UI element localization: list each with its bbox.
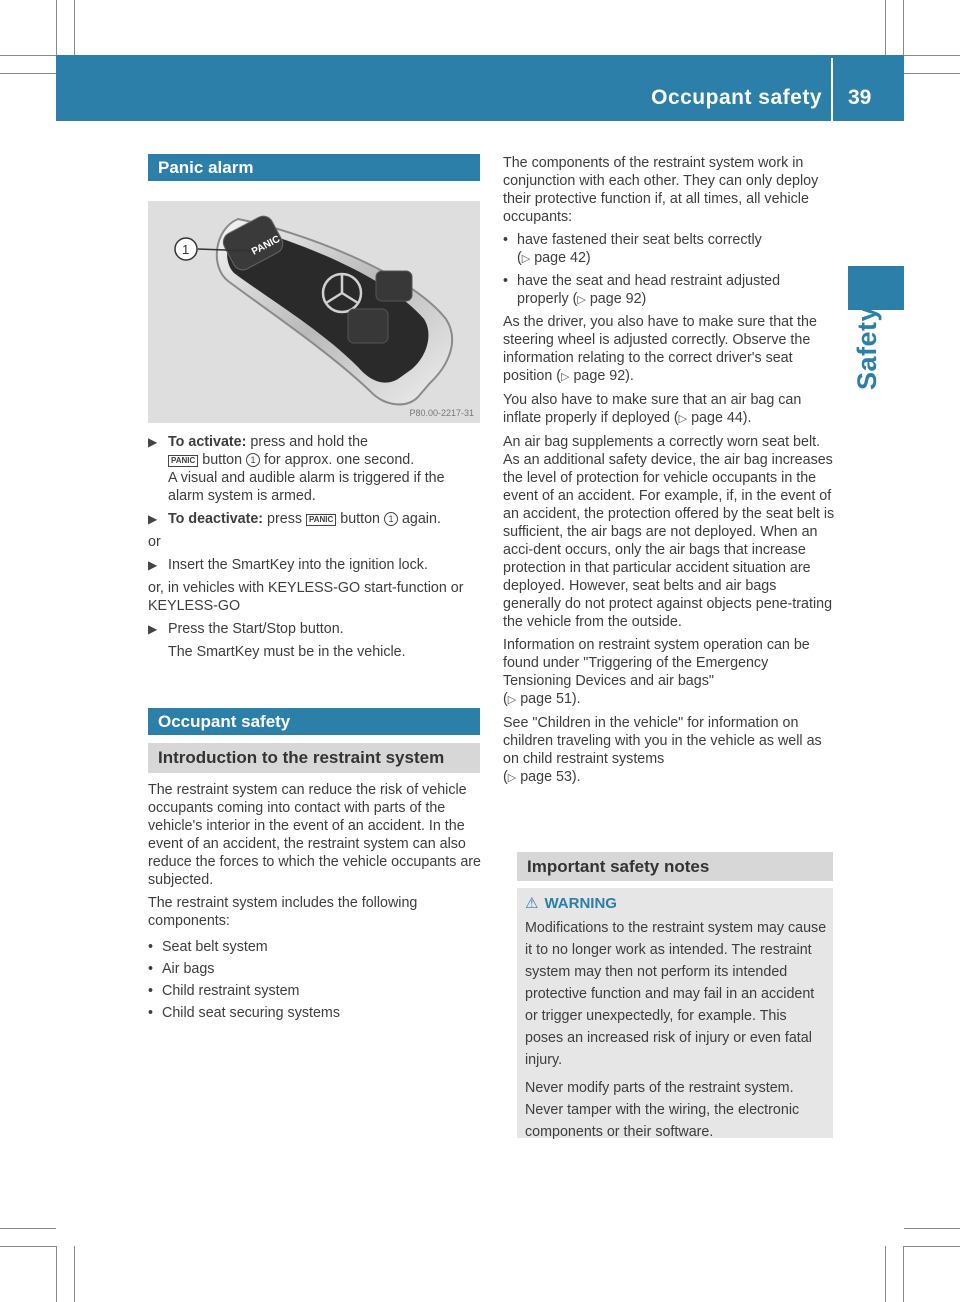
crop-mark: [903, 0, 904, 56]
warning-paragraph: Modifications to the restraint system may cause it to no longer work as intended. The restraint system may then not perform its intended protective function and may fail in an accident or trigger unexpectedly, for example. This poses an increased risk of injury or even fatal injury.: [525, 920, 827, 1068]
page-ref-icon: ▷: [577, 294, 586, 306]
crop-mark: [904, 1228, 960, 1229]
intro-section: [148, 781, 482, 1026]
occupant-safety-heading-text: Occupant safety: [158, 712, 291, 731]
warning-triangle-icon: ⚠: [525, 895, 539, 912]
left-column-steps: [148, 433, 480, 666]
step-activate: [148, 433, 480, 505]
side-tab-block: [848, 266, 904, 310]
crop-mark: [0, 1246, 56, 1247]
page-title: Occupant safety: [651, 86, 822, 109]
page-ref[interactable]: page 92: [589, 291, 642, 307]
crop-mark: [885, 1246, 886, 1302]
smartkey-figure: [148, 201, 480, 423]
page-ref[interactable]: page 42: [534, 250, 586, 266]
important-safety-heading-text: Important safety notes: [527, 857, 710, 876]
list-item: • have the seat and head restraint adjusted properly (▷ page 92): [503, 273, 781, 307]
intro-paragraph: The restraint system can reduce the risk of vehicle occupants coming into contact with parts of the vehicle's interior in the event of an accident. In the event of an accident, the restraint system can also reduce the forces to which the vehicle occupants are subjected.: [148, 782, 481, 888]
paragraph: As the driver, you also have to make sure that the steering wheel is adjusted correctly. Observe the information relating to the correct driver's seat position (▷ page 92).: [503, 314, 817, 384]
panic-button-label: PANIC: [249, 233, 282, 258]
crop-mark: [56, 1246, 57, 1302]
paragraph: See "Children in the vehicle" for information on children traveling with you in the vehicle as well as on child restraint systems (▷ page 53).: [503, 715, 822, 785]
page-ref-icon: ▷: [507, 772, 517, 784]
right-column: [503, 154, 835, 792]
warning-body: [525, 917, 827, 1143]
page-ref[interactable]: page 92: [573, 368, 626, 384]
intro-paragraph: The restraint system includes the following components:: [148, 895, 418, 929]
step-deactivate: [148, 510, 480, 528]
step-text: Press the Start/Stop button.: [168, 621, 344, 637]
unlock-button: [376, 271, 412, 301]
paragraph: Information on restraint system operation can be found under "Triggering of the Emergency Tensioning Devices and air bags" (▷ page 51).: [503, 637, 810, 707]
page-ref[interactable]: page 53: [520, 769, 572, 785]
important-safety-heading: [517, 852, 833, 881]
panic-key-icon: PANIC: [306, 514, 336, 526]
warning-header: [525, 894, 617, 912]
step-text: again.: [397, 511, 441, 527]
warning-box: [517, 888, 833, 1138]
step-arrow-icon: ▶: [148, 512, 158, 526]
crop-mark: [903, 1246, 904, 1302]
callout-1-icon: 1: [246, 453, 260, 467]
step-label: To activate:: [168, 434, 247, 450]
occupant-safety-heading: [148, 708, 480, 735]
crop-mark: [904, 73, 960, 74]
panic-alarm-heading-text: Panic alarm: [158, 158, 254, 177]
page-number: 39: [848, 86, 872, 109]
step-result: The SmartKey must be in the vehicle.: [168, 644, 406, 660]
step-text: press and hold the: [246, 434, 368, 450]
figure-caption: P80.00-2217-31: [409, 408, 474, 418]
crop-mark: [74, 1246, 75, 1302]
callout-number: 1: [182, 242, 190, 257]
panic-key-icon: PANIC: [168, 455, 198, 467]
step-start-stop: [148, 620, 480, 661]
step-insert-key: [148, 556, 480, 574]
list-item: • have fastened their seat belts correctly (▷ page 42): [503, 232, 762, 266]
crop-mark: [904, 1246, 960, 1247]
crop-mark: [0, 55, 56, 56]
intro-heading: [148, 743, 480, 773]
step-arrow-icon: ▶: [148, 622, 158, 636]
warning-paragraph: Never modify parts of the restraint system. Never tamper with the wiring, the electronic components or their software.: [525, 1080, 800, 1140]
paragraph: You also have to make sure that an air bag can inflate properly if deployed (▷ page 44).: [503, 392, 802, 426]
step-result: A visual and audible alarm is triggered if the alarm system is armed.: [168, 470, 445, 504]
or-text: or: [148, 534, 161, 550]
page-ref[interactable]: page 51: [520, 691, 572, 707]
keyless-text: or, in vehicles with KEYLESS-GO start-function or KEYLESS-GO: [148, 580, 464, 614]
crop-mark: [56, 0, 57, 56]
crop-mark: [904, 55, 960, 56]
step-text: button: [336, 511, 384, 527]
header-divider: [831, 58, 833, 121]
step-text: Insert the SmartKey into the ignition lock.: [168, 557, 428, 573]
intro-heading-text: Introduction to the restraint system: [158, 748, 445, 767]
crop-mark: [0, 73, 56, 74]
list-item: • Child restraint system: [148, 983, 300, 999]
paragraph: The components of the restraint system work in conjunction with each other. They can only deploy their protective function if, at all times, all vehicle occupants:: [503, 155, 819, 225]
smartkey-illustration: [148, 201, 480, 423]
step-text: button: [198, 452, 246, 468]
side-tab-label: Safety: [852, 305, 882, 390]
list-item: • Air bags: [148, 961, 215, 977]
page-ref-icon: ▷: [678, 413, 688, 425]
crop-mark: [0, 1228, 56, 1229]
step-label: To deactivate:: [168, 511, 264, 527]
page-ref[interactable]: page 44: [691, 410, 743, 426]
page-ref-icon: ▷: [507, 694, 517, 706]
page-ref-icon: ▷: [521, 253, 531, 265]
step-text: press: [263, 511, 306, 527]
step-arrow-icon: ▶: [148, 435, 158, 449]
crop-mark: [885, 0, 886, 56]
step-text: for approx. one second.: [260, 452, 415, 468]
list-item: • Child seat securing systems: [148, 1005, 340, 1021]
list-item: • Seat belt system: [148, 939, 268, 955]
lock-button: [348, 309, 388, 343]
paragraph: An air bag supplements a correctly worn seat belt. As an additional safety device, the air bag increases the level of protection for vehicle occupants in the event of an accident. For example, if, in the event of an accident, the protection offered by the seat belt is sufficient, the air bags are not deployed. When an acci-dent occurs, only the air bags that increase protection in that particular accident situation are deployed. However, seat belts and air bags generally do not protect against objects pene-trating the vehicle from the outside.: [503, 434, 835, 630]
panic-alarm-heading: [148, 154, 480, 181]
warning-title: WARNING: [544, 895, 617, 912]
page-ref-icon: ▷: [561, 371, 570, 383]
crop-mark: [74, 0, 75, 56]
step-arrow-icon: ▶: [148, 558, 158, 572]
callout-1-icon: 1: [384, 512, 398, 526]
